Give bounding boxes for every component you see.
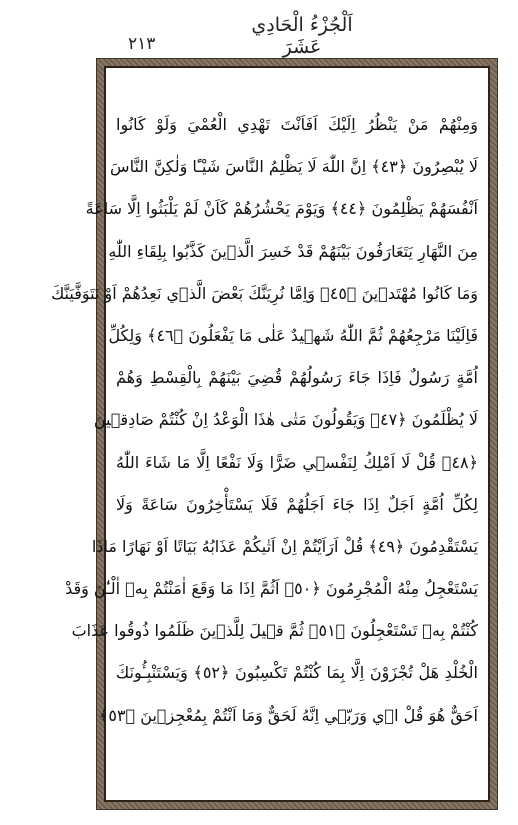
text-line-6: فَاِلَيْنَا مَرْجِعُهُمْ ثُمَّ اللّٰهُ شَه۪يدٌ عَلٰى مَا يَفْعَلُونَ ﴿٤٦﴾ وَلِكُلِّ: [108, 325, 478, 345]
text-line-5: وَمَا كَانُوا مُهْتَد۪ينَ ﴿٤٥﴾ وَاِمَّا نُرِيَنَّكَ بَعْضَ الَّذ۪ي نَعِدُهُمْ اَوْ نَتَوَفَّيَنَّكَ: [51, 283, 478, 303]
text-line-12: يَسْتَعْجِلُ مِنْهُ الْمُجْرِمُونَ ﴿٥٠﴾ اَثُمَّ اِذَا مَا وَقَعَ اٰمَنْتُمْ بِه۪ اٰلْـٰٔنَ وَقَدْ: [65, 579, 478, 599]
page-number: ٢١٣: [128, 34, 156, 54]
decorative-page-border: [51, 58, 498, 810]
text-line-9: ﴿٤٨﴾ قُلْ لَا اَمْلِكُ لِنَفْس۪ي ضَرًّا وَلَا نَفْعًا اِلَّا مَا شَاءَ اللّٰهُ: [116, 452, 478, 472]
text-line-4: مِنَ النَّهَارِ يَتَعَارَفُونَ بَيْنَهُمْ قَدْ خَسِرَ الَّذ۪ينَ كَذَّبُوا بِلِقَاءِ اللّٰهِ: [108, 241, 478, 261]
text-line-1: وَمِنْهُمْ مَنْ يَنْظُرُ اِلَيْكَ اَفَاَنْتَ تَهْدِي الْعُمْيَ وَلَوْ كَانُوا: [116, 115, 478, 134]
text-line-15: اَحَقٌّ هُوَ قُلْ ا۪ي وَرَبّ۪ي اِنَّهُ لَحَقٌّ وَمَا اَنْتُمْ بِمُعْجِز۪ينَ ﴿٥٣﴾: [99, 705, 478, 725]
text-line-14: الْخُلْدِ هَلْ تُجْزَوْنَ اِلَّا بِمَا كُنْتُمْ تَكْسِبُونَ ﴿٥٢﴾ وَيَسْتَنْبِـُٔونَكَ: [116, 663, 479, 683]
text-line-13: كُنْتُمْ بِه۪ تَسْتَعْجِلُونَ ﴿٥١﴾ ثُمَّ ق۪يلَ لِلَّذ۪ينَ ظَلَمُوا ذُوقُوا عَذَابَ: [71, 621, 478, 641]
text-line-10: لِكُلِّ اُمَّةٍ اَجَلٌ اِذَا جَاءَ اَجَلُهُمْ فَلَا يَسْتَأْخِرُونَ سَاعَةً وَلَا: [116, 494, 478, 514]
text-line-7: اُمَّةٍ رَسُولٌ فَاِذَا جَاءَ رَسُولُهُمْ قُضِيَ بَيْنَهُمْ بِالْقِسْطِ وَهُمْ: [116, 368, 478, 388]
text-frame: [51, 66, 490, 802]
quran-text-block: [51, 104, 479, 786]
text-line-3: اَنْفُسَهُمْ يَظْلِمُونَ ﴿٤٤﴾ وَيَوْمَ يَحْشُرُهُمْ كَاَنْ لَمْ يَلْبَثُوا اِلَّا سَاعَةً: [85, 199, 478, 219]
text-line-2: لَا يُبْصِرُونَ ﴿٤٣﴾ اِنَّ اللّٰهَ لَا يَظْلِمُ النَّاسَ شَيْـًٔا وَلٰكِنَّ النَّاسَ: [110, 157, 478, 177]
page-header: [0, 0, 518, 58]
text-line-11: يَسْتَقْدِمُونَ ﴿٤٩﴾ قُلْ اَرَاَيْتُمْ اِنْ اَتٰيكُمْ عَذَابُهُ بَيَاتًا اَوْ نَهَارًا مَاذَا: [91, 536, 478, 556]
juz-title: اَلْجُزْءُ الْحَادِي عَشَرَ: [251, 14, 353, 58]
text-line-8: لَا يُظْلَمُونَ ﴿٤٧﴾ وَيَقُولُونَ مَتٰى هٰذَا الْوَعْدُ اِنْ كُنْتُمْ صَادِق۪ينَ: [93, 410, 478, 430]
